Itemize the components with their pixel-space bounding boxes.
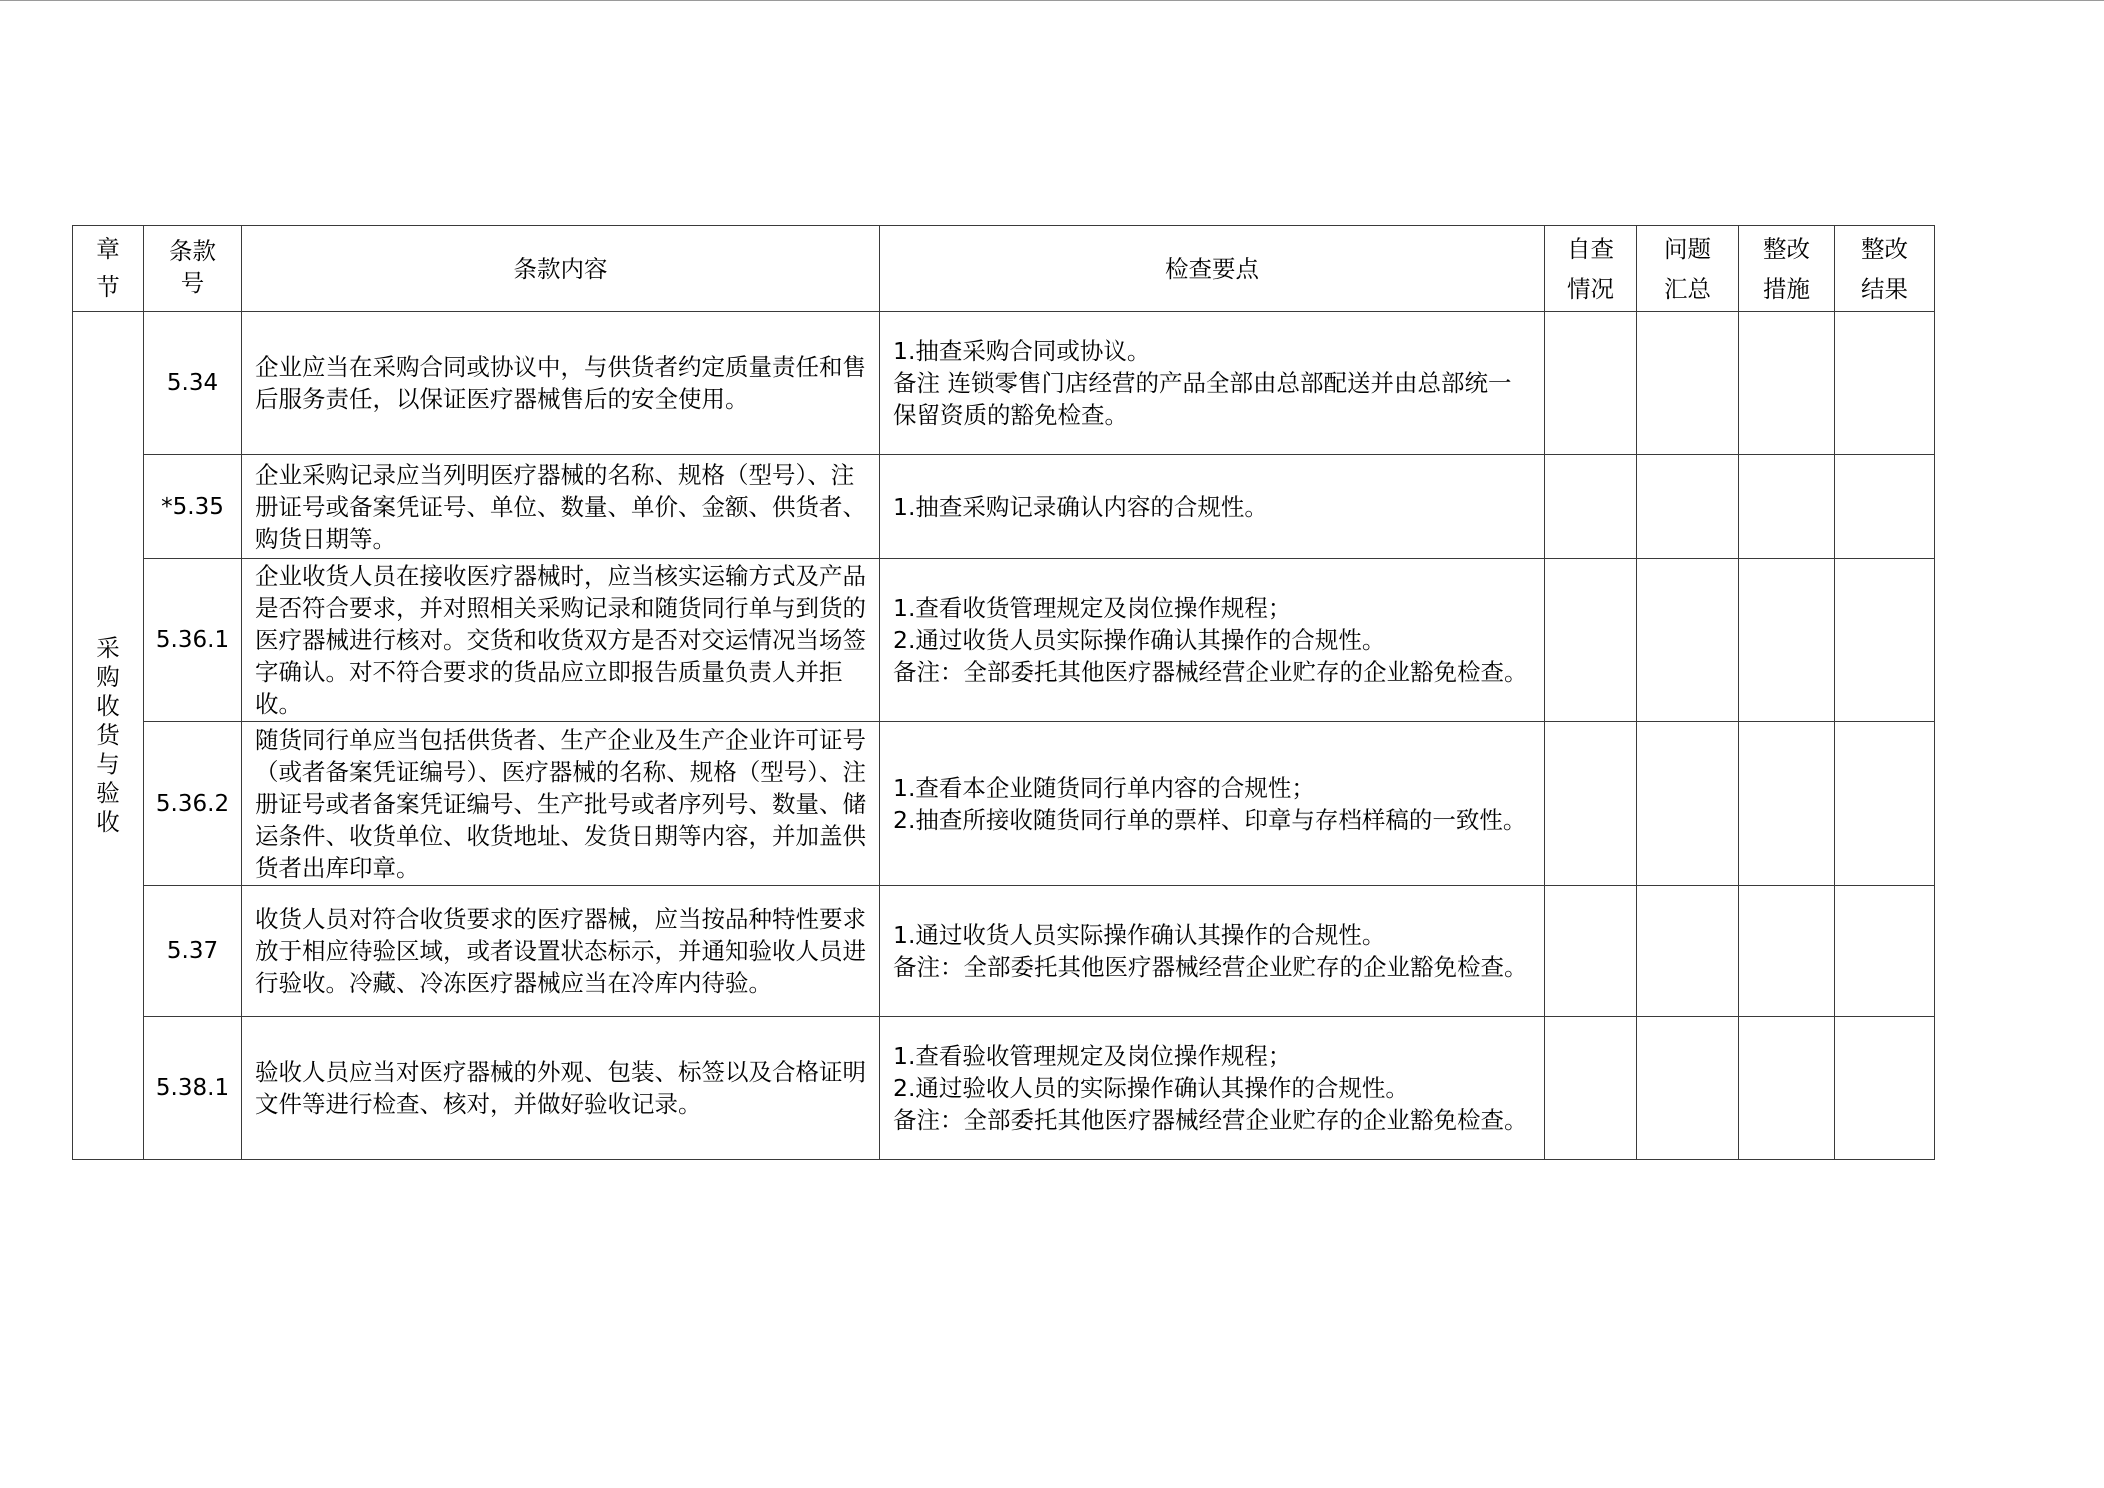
results-cell[interactable] <box>1835 312 1935 455</box>
table-row <box>73 312 1935 455</box>
issues-cell[interactable] <box>1637 455 1739 559</box>
check-points: 1.通过收货人员实际操作确认其操作的合规性。 备注：全部委托其他医疗器械经营企业贮存的企业豁免检查。 <box>880 886 1545 1017</box>
self-check-cell[interactable] <box>1545 1017 1637 1160</box>
clause-content: 随货同行单应当包括供货者、生产企业及生产企业许可证号（或者备案凭证编号）、医疗器械的名称、规格（型号）、注册证号或者备案凭证编号、生产批号或者序列号、数量、储运条件、收货单位、收货地址、发货日期等内容，并加盖供货者出库印章。 <box>242 722 880 886</box>
header-results <box>1835 226 1935 312</box>
self-check-cell[interactable] <box>1545 559 1637 722</box>
clause-number: 5.37 <box>144 886 242 1017</box>
results-cell[interactable] <box>1835 559 1935 722</box>
clause-content: 收货人员对符合收货要求的医疗器械，应当按品种特性要求放于相应待验区域，或者设置状态标示，并通知验收人员进行验收。冷藏、冷冻医疗器械应当在冷库内待验。 <box>242 886 880 1017</box>
measures-cell[interactable] <box>1739 559 1835 722</box>
self-check-cell[interactable] <box>1545 886 1637 1017</box>
header-self-check-label: 自查情况 <box>1567 234 1614 303</box>
results-cell[interactable] <box>1835 886 1935 1017</box>
issues-cell[interactable] <box>1637 886 1739 1017</box>
header-chapter-label: 章节 <box>96 235 120 301</box>
table-row <box>73 559 1935 722</box>
clause-content: 企业收货人员在接收医疗器械时，应当核实运输方式及产品是否符合要求，并对照相关采购记录和随货同行单与到货的医疗器械进行核对。交货和收货双方是否对交运情况当场签字确认。对不符合要求的货品应立即报告质量负责人并拒收。 <box>242 559 880 722</box>
header-measures-label: 整改措施 <box>1763 234 1810 303</box>
issues-cell[interactable] <box>1637 312 1739 455</box>
check-points: 1.查看本企业随货同行单内容的合规性； 2.抽查所接收随货同行单的票样、印章与存档样稿的一致性。 <box>880 722 1545 886</box>
chapter-cell <box>73 312 144 1160</box>
results-cell[interactable] <box>1835 455 1935 559</box>
issues-cell[interactable] <box>1637 1017 1739 1160</box>
inspection-table <box>72 225 1935 1160</box>
header-check-points: 检查要点 <box>880 226 1545 312</box>
results-cell[interactable] <box>1835 722 1935 886</box>
clause-number: *5.35 <box>144 455 242 559</box>
page-top-rule <box>0 0 2104 1</box>
chapter-name: 采购收货与验收 <box>96 633 120 836</box>
measures-cell[interactable] <box>1739 722 1835 886</box>
header-clause-no <box>144 226 242 312</box>
table-row <box>73 722 1935 886</box>
issues-cell[interactable] <box>1637 722 1739 886</box>
issues-cell[interactable] <box>1637 559 1739 722</box>
clause-number: 5.34 <box>144 312 242 455</box>
header-chapter <box>73 226 144 312</box>
measures-cell[interactable] <box>1739 455 1835 559</box>
header-measures <box>1739 226 1835 312</box>
clause-number: 5.36.1 <box>144 559 242 722</box>
header-results-label: 整改结果 <box>1861 234 1908 303</box>
check-points: 1.查看收货管理规定及岗位操作规程； 2.通过收货人员实际操作确认其操作的合规性。 备注：全部委托其他医疗器械经营企业贮存的企业豁免检查。 <box>880 559 1545 722</box>
measures-cell[interactable] <box>1739 886 1835 1017</box>
check-points: 1.抽查采购合同或协议。 备注 连锁零售门店经营的产品全部由总部配送并由总部统一保留资质的豁免检查。 <box>880 312 1545 455</box>
header-row <box>73 226 1935 312</box>
self-check-cell[interactable] <box>1545 455 1637 559</box>
check-points: 1.抽查采购记录确认内容的合规性。 <box>880 455 1545 559</box>
measures-cell[interactable] <box>1739 1017 1835 1160</box>
results-cell[interactable] <box>1835 1017 1935 1160</box>
header-clause-no-label: 条款号 <box>169 236 216 297</box>
clause-content: 验收人员应当对医疗器械的外观、包装、标签以及合格证明文件等进行检查、核对，并做好验收记录。 <box>242 1017 880 1160</box>
clause-number: 5.36.2 <box>144 722 242 886</box>
table-row <box>73 886 1935 1017</box>
self-check-cell[interactable] <box>1545 312 1637 455</box>
table-row <box>73 1017 1935 1160</box>
clause-content: 企业采购记录应当列明医疗器械的名称、规格（型号）、注册证号或备案凭证号、单位、数量、单价、金额、供货者、购货日期等。 <box>242 455 880 559</box>
header-issues-label: 问题汇总 <box>1664 234 1711 303</box>
header-clause-content: 条款内容 <box>242 226 880 312</box>
self-check-cell[interactable] <box>1545 722 1637 886</box>
header-self-check <box>1545 226 1637 312</box>
check-points: 1.查看验收管理规定及岗位操作规程； 2.通过验收人员的实际操作确认其操作的合规性。 备注：全部委托其他医疗器械经营企业贮存的企业豁免检查。 <box>880 1017 1545 1160</box>
table-row <box>73 455 1935 559</box>
clause-number: 5.38.1 <box>144 1017 242 1160</box>
header-issues <box>1637 226 1739 312</box>
clause-content: 企业应当在采购合同或协议中，与供货者约定质量责任和售后服务责任，以保证医疗器械售后的安全使用。 <box>242 312 880 455</box>
measures-cell[interactable] <box>1739 312 1835 455</box>
